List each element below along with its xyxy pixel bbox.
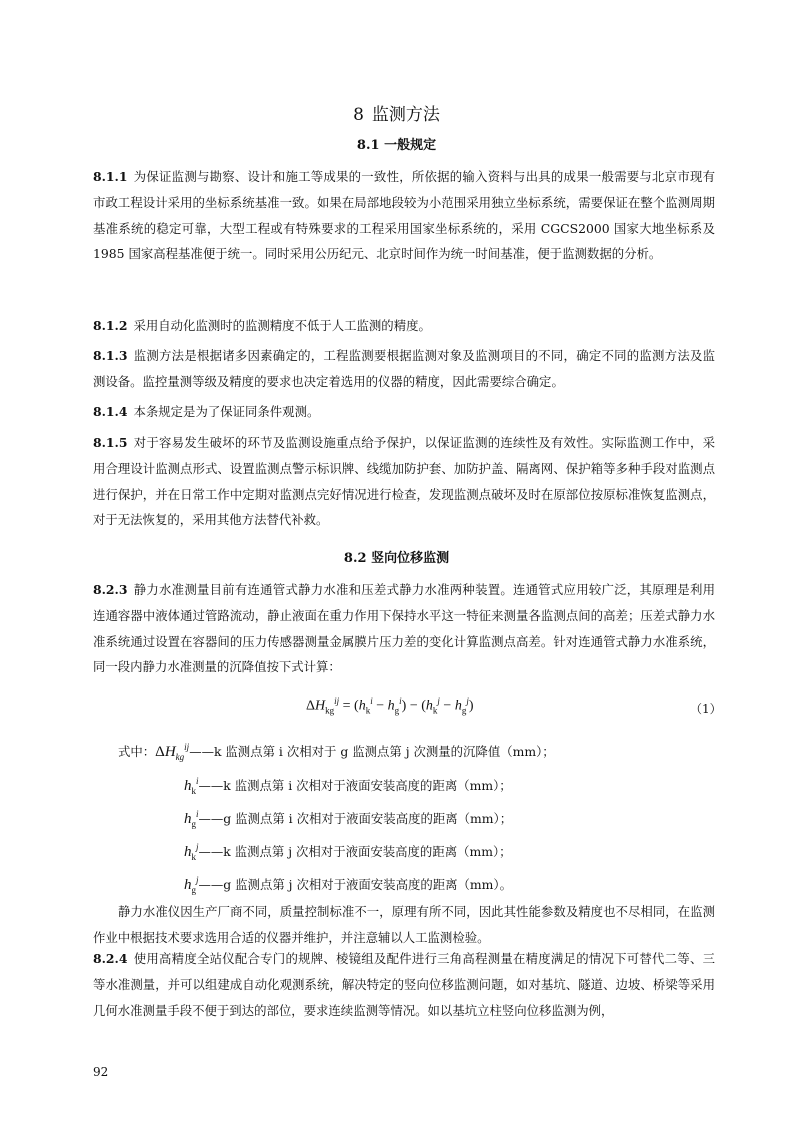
where-item-hk-j (184, 836, 512, 868)
chapter-number: 8 (353, 105, 364, 125)
where-item-hg-j (184, 869, 512, 901)
clause-text: 监测方法是根据诸多因素确定的，工程监测要根据监测对象及监测项目的不同，确定不同的监测方法及监测设备。监控量测等级及精度的要求也决定着选用的仪器的精度，因此需要综合确定。 (93, 348, 715, 389)
clause-text: 对于容易发生破坏的环节及监测设施重点给予保护，以保证监测的连续性及有效性。实际监测工作中，采用合理设计监测点形式、设置监测点警示标识牌、线缆加防护套、加防护盖、隔离网、保护箱等多种手段对监测点进行保护，并在日常工作中定期对监测点完好情况进行检查，发现监测点破坏及时在原部位按原标准恢复监测点，对于无法恢复的，采用其他方法替代补救。 (93, 435, 715, 528)
symbol-hk-j: $h_k^j$ (184, 842, 199, 862)
where-definition: ——k 监测点第 j 次相对于液面安装高度的距离（mm）； (198, 844, 512, 859)
symbol-hg-i: $h_g^i$ (184, 809, 199, 829)
where-item-hg-i (184, 803, 512, 835)
chapter-title-text: 监测方法 (371, 105, 440, 125)
where-lead: 式中： (118, 744, 156, 759)
clause-text: 使用高精度全站仪配合专门的规牌、棱镜组及配件进行三角高程测量在精度满足的情况下可替代二等、三等水准测量，并可以组建成自动化观测系统，解决特定的竖向位移监测问题，如对基坑、隧道、边坡、桥梁等采用几何水准测量手段不便于到达的部位，要求连续监测等情况。如以基坑立柱竖向位移监测为例， (93, 951, 715, 1018)
clause-8-1-3 (93, 343, 715, 395)
clause-8-2-3 (93, 577, 715, 680)
formula-number: （1） (690, 702, 722, 716)
clause-number: 8.1.2 (93, 318, 128, 333)
clause-8-1-4 (93, 399, 715, 425)
symbol-hk-i: $h_k^i$ (184, 776, 199, 796)
clause-number: 8.2.3 (93, 582, 128, 597)
symbol-delta-h: $\Delta H_{kg}^{ij}$ (155, 742, 190, 762)
clause-number: 8.1.3 (93, 348, 128, 363)
note-paragraph (93, 899, 715, 951)
section-heading-8-1: 8.1 一般规定 (356, 138, 437, 153)
note-text: 静力水准仪因生产厂商不同，质量控制标准不一，原理有所不同，因此其性能参数及精度也不尽相同，在监测作业中根据技术要求选用合适的仪器并维护，并注意辅以人工监测检验。 (93, 904, 715, 945)
clause-number: 8.2.4 (93, 951, 128, 966)
settlement-formula (0, 696, 793, 722)
section-heading-8-2: 8.2 竖向位移监测 (343, 551, 450, 566)
clause-8-2-4 (93, 946, 715, 1023)
clause-8-1-5 (93, 430, 715, 533)
clause-text: 本条规定是为了保证同条件观测。 (133, 404, 320, 419)
clause-text: 采用自动化监测时的监测精度不低于人工监测的精度。 (133, 318, 431, 333)
where-item-delta-h (118, 736, 555, 768)
chapter-title (0, 104, 793, 126)
where-definition: ——g 监测点第 i 次相对于液面安装高度的距离（mm）； (198, 811, 513, 826)
clause-text: 静力水准测量目前有连通管式静力水准和压差式静力水准两种装置。连通管式应用较广泛，其原理是利用连通容器中液体通过管路流动，静止液面在重力作用下保持水平这一特征来测量各监测点间的高差；压差式静力水准系统通过设置在容器间的压力传感器测量金属膜片压力差的变化计算监测点高差。针对连通管式静力水准系统，同一段内静力水准测量的沉降值按下式计算： (93, 582, 715, 675)
where-definition: ——k 监测点第 i 次相对于 g 监测点第 j 次测量的沉降值（mm）； (189, 744, 555, 759)
clause-number: 8.1.1 (93, 169, 128, 184)
clause-text: 为保证监测与勘察、设计和施工等成果的一致性，所依据的输入资料与出具的成果一般需要与北京市现有市政工程设计采用的坐标系统基准一致。如果在局部地段较为小范围采用独立坐标系统，需要保证在整个监测周期基准系统的稳定可靠，大型工程或有特殊要求的工程采用国家坐标系统的，采用 CGCS2000 国家大地坐标系及 1985 国家高程基准便于统一。同时采用公历纪元、北京时间作为统一时间基准，便于监测数据的分析。 (93, 169, 715, 262)
formula-expression: $\Delta H_{kg}^{ij} = (h_k^i - h_g^i) - (h_k^j - h_g^j)$ (306, 696, 474, 716)
page-number: 92 (93, 1065, 109, 1079)
clause-8-1-1 (93, 164, 715, 267)
where-definition: ——g 监测点第 j 次相对于液面安装高度的距离（mm）。 (198, 877, 512, 892)
where-item-hk-i (184, 770, 512, 802)
clause-number: 8.1.4 (93, 404, 128, 419)
where-definition: ——k 监测点第 i 次相对于液面安装高度的距离（mm）； (198, 778, 512, 793)
clause-number: 8.1.5 (93, 435, 128, 450)
symbol-hg-j: $h_g^j$ (184, 875, 199, 895)
clause-8-1-2 (93, 313, 715, 339)
